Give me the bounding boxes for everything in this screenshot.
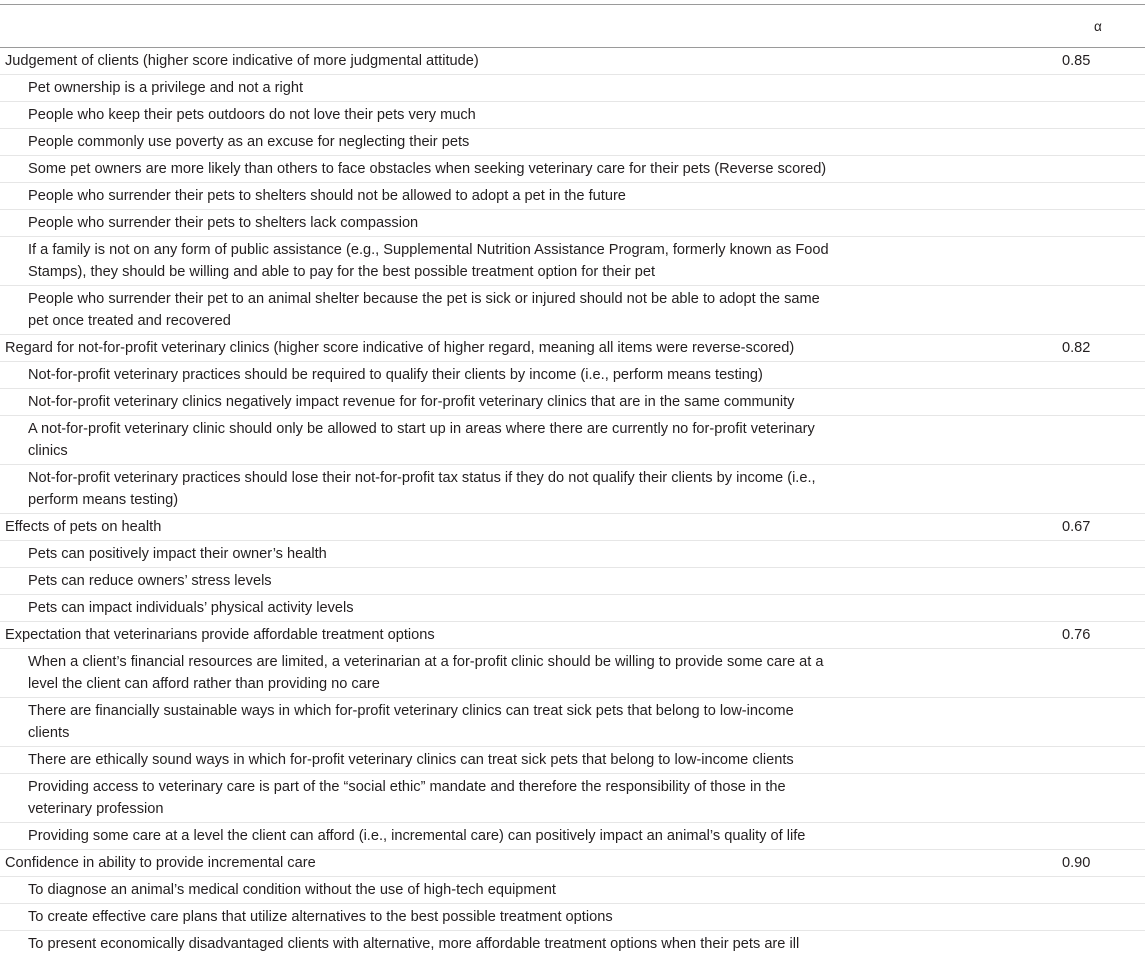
item-text: Pet ownership is a privilege and not a right [0, 75, 1030, 102]
table-row [0, 389, 1145, 416]
header-item-cell [0, 5, 1030, 48]
table-row [0, 286, 1145, 335]
item-text: When a client’s financial resources are limited, a veterinarian at a for-profit clinic should be willing to provide some care at a level the client can afford rather than providing no care [0, 649, 1030, 698]
item-text: People who surrender their pets to shelters lack compassion [0, 210, 1030, 237]
alpha-value: 0.67 [1030, 514, 1145, 541]
item-alpha-empty [1030, 102, 1145, 129]
scale-row [0, 514, 1145, 541]
scale-row [0, 622, 1145, 649]
table-row [0, 102, 1145, 129]
table-row [0, 568, 1145, 595]
item-alpha-empty [1030, 747, 1145, 774]
item-alpha-empty [1030, 931, 1145, 958]
table-row [0, 416, 1145, 465]
table-row [0, 649, 1145, 698]
item-alpha-empty [1030, 541, 1145, 568]
scale-label: Effects of pets on health [0, 514, 1030, 541]
item-alpha-empty [1030, 183, 1145, 210]
item-text: Not-for-profit veterinary practices should lose their not-for-profit tax status if they do not qualify their clients by income (i.e., perform means testing) [0, 465, 1030, 514]
item-alpha-empty [1030, 75, 1145, 102]
table-row [0, 774, 1145, 823]
alpha-value: 0.82 [1030, 335, 1145, 362]
item-text: Not-for-profit veterinary clinics negatively impact revenue for for-profit veterinary clinics that are in the same community [0, 389, 1030, 416]
item-alpha-empty [1030, 389, 1145, 416]
scale-label: Regard for not-for-profit veterinary clinics (higher score indicative of higher regard, meaning all items were reverse-scored) [0, 335, 1030, 362]
item-text: A not-for-profit veterinary clinic should only be allowed to start up in areas where there are currently no for-profit veterinary clinics [0, 416, 1030, 465]
table-body [0, 48, 1145, 958]
item-alpha-empty [1030, 568, 1145, 595]
item-text: Pets can positively impact their owner’s health [0, 541, 1030, 568]
item-alpha-empty [1030, 237, 1145, 286]
table-row [0, 465, 1145, 514]
item-alpha-empty [1030, 465, 1145, 514]
item-alpha-empty [1030, 286, 1145, 335]
alpha-value: 0.76 [1030, 622, 1145, 649]
table-row [0, 541, 1145, 568]
table-row [0, 823, 1145, 850]
scale-row [0, 48, 1145, 75]
item-alpha-empty [1030, 904, 1145, 931]
table-row [0, 75, 1145, 102]
item-text: To present economically disadvantaged clients with alternative, more affordable treatment options when their pets are ill [0, 931, 1030, 958]
item-text: There are financially sustainable ways in which for-profit veterinary clinics can treat sick pets that belong to low-income clients [0, 698, 1030, 747]
scale-row [0, 335, 1145, 362]
item-text: To diagnose an animal’s medical condition without the use of high-tech equipment [0, 877, 1030, 904]
item-text: People who surrender their pet to an animal shelter because the pet is sick or injured should not be able to adopt the same pet once treated and recovered [0, 286, 1030, 335]
item-text: If a family is not on any form of public assistance (e.g., Supplemental Nutrition Assistance Program, formerly known as Food Stamps), they should be willing and able to pay for the best possible treatment option for their pet [0, 237, 1030, 286]
item-alpha-empty [1030, 774, 1145, 823]
table-row [0, 931, 1145, 958]
item-alpha-empty [1030, 595, 1145, 622]
item-alpha-empty [1030, 129, 1145, 156]
table-row [0, 156, 1145, 183]
table-row [0, 698, 1145, 747]
table-row [0, 877, 1145, 904]
item-alpha-empty [1030, 698, 1145, 747]
header-alpha-cell: α [1030, 5, 1145, 48]
table-row [0, 237, 1145, 286]
item-alpha-empty [1030, 823, 1145, 850]
survey-scale-table [0, 4, 1145, 957]
scale-label: Expectation that veterinarians provide affordable treatment options [0, 622, 1030, 649]
scale-label: Confidence in ability to provide incremental care [0, 850, 1030, 877]
item-text: Not-for-profit veterinary practices should be required to qualify their clients by income (i.e., perform means testing) [0, 362, 1030, 389]
table-row [0, 362, 1145, 389]
item-alpha-empty [1030, 649, 1145, 698]
item-text: Providing access to veterinary care is part of the “social ethic” mandate and therefore the responsibility of those in the veterinary profession [0, 774, 1030, 823]
item-text: There are ethically sound ways in which for-profit veterinary clinics can treat sick pets that belong to low-income clients [0, 747, 1030, 774]
item-text: People who keep their pets outdoors do not love their pets very much [0, 102, 1030, 129]
item-text: People who surrender their pets to shelters should not be allowed to adopt a pet in the future [0, 183, 1030, 210]
alpha-value: 0.90 [1030, 850, 1145, 877]
item-alpha-empty [1030, 156, 1145, 183]
table-row [0, 129, 1145, 156]
item-alpha-empty [1030, 210, 1145, 237]
item-text: Pets can impact individuals’ physical activity levels [0, 595, 1030, 622]
table-row [0, 210, 1145, 237]
item-text: Pets can reduce owners’ stress levels [0, 568, 1030, 595]
table-row [0, 747, 1145, 774]
item-text: Some pet owners are more likely than others to face obstacles when seeking veterinary care for their pets (Reverse scored) [0, 156, 1030, 183]
item-alpha-empty [1030, 877, 1145, 904]
item-text: Providing some care at a level the client can afford (i.e., incremental care) can positively impact an animal’s quality of life [0, 823, 1030, 850]
table-row [0, 904, 1145, 931]
item-alpha-empty [1030, 416, 1145, 465]
item-alpha-empty [1030, 362, 1145, 389]
item-text: To create effective care plans that utilize alternatives to the best possible treatment options [0, 904, 1030, 931]
item-text: People commonly use poverty as an excuse for neglecting their pets [0, 129, 1030, 156]
scale-label: Judgement of clients (higher score indicative of more judgmental attitude) [5, 53, 479, 69]
alpha-value: 0.85 [1062, 53, 1091, 69]
table-header-row [0, 5, 1145, 48]
table-row [0, 595, 1145, 622]
scale-row [0, 850, 1145, 877]
table-row [0, 183, 1145, 210]
